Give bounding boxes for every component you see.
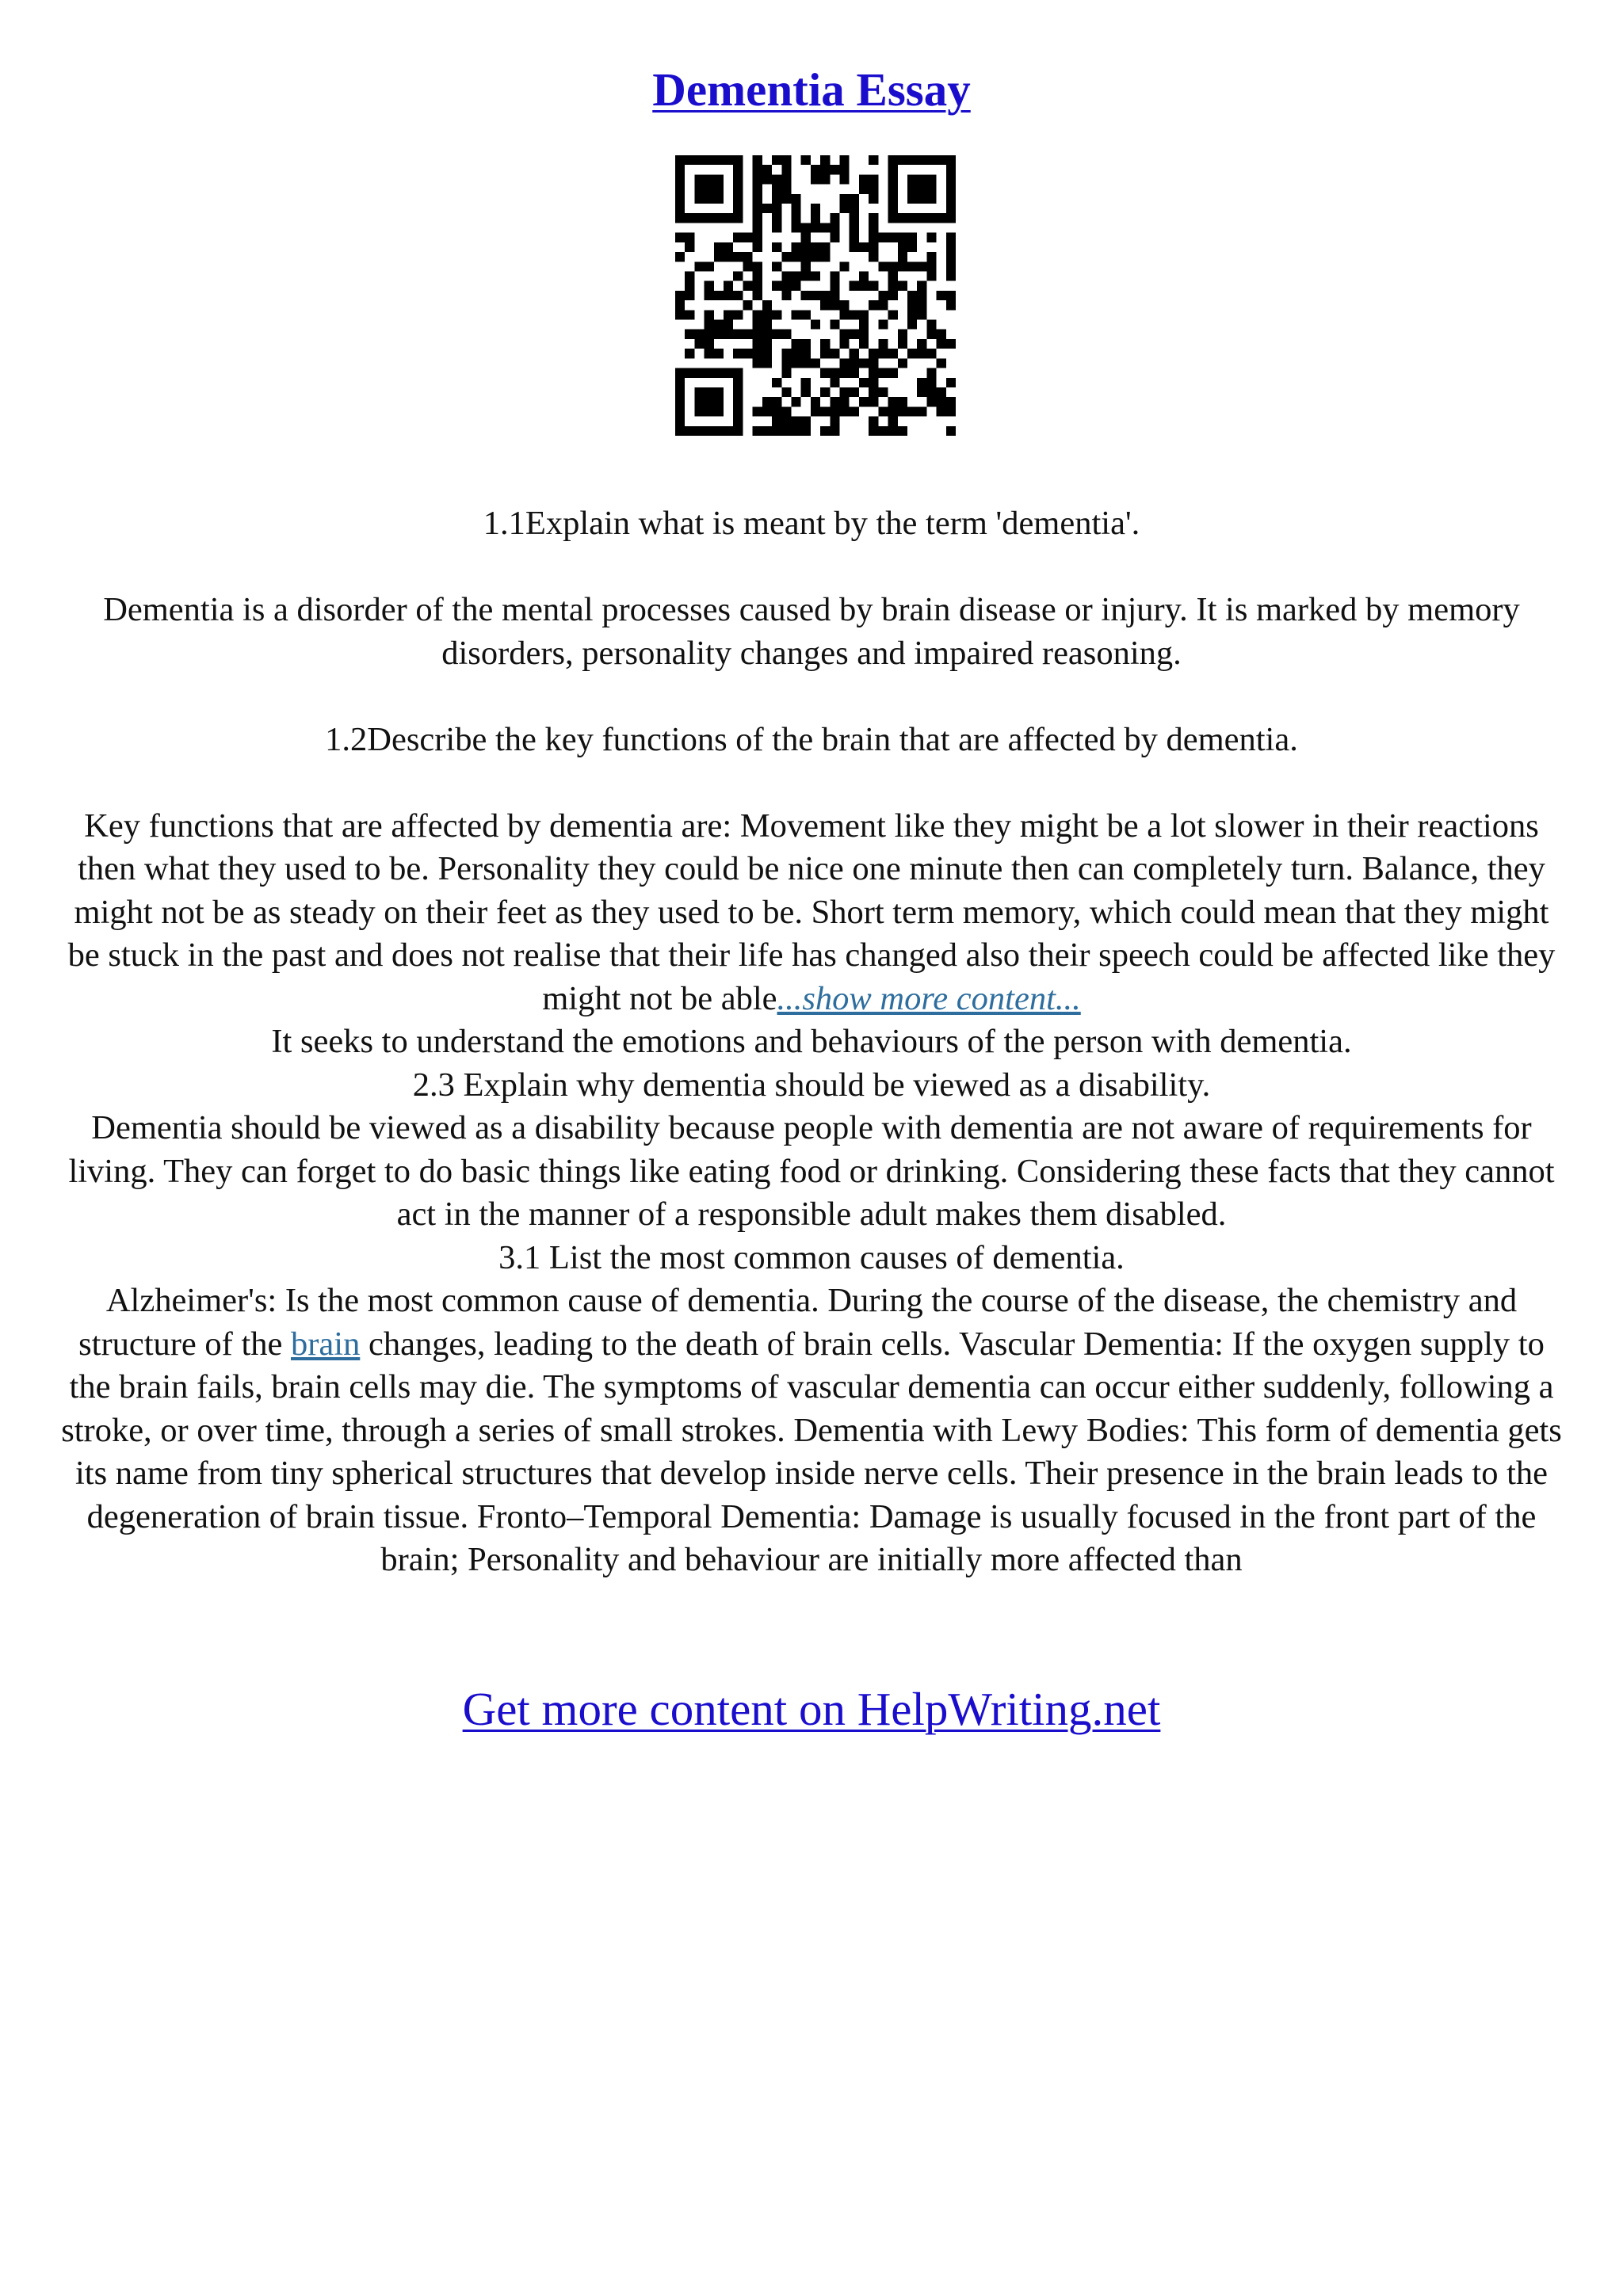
question-4-answer-part1: Alzheimer's: Is the most common cause of dementia. During the course of the disease, the chemistry and structure of the [78, 1282, 1518, 1363]
document-title [0, 62, 1623, 117]
continuation-text: It seeks to understand the emotions and behaviours of the person with dementia. [271, 1023, 1352, 1060]
footer [0, 1681, 1623, 1737]
question-1-answer: Dementia is a disorder of the mental processes caused by brain disease or injury. It is marked by memory disorders, personality changes and impaired reasoning. [103, 591, 1520, 672]
question-2-answer: Key functions that are affected by dementia are: Movement like they might be a lot slower in their reactions then what they used to be. Personality they could be nice one minute then can completely turn. Balance, they might not be as steady on their feet as they used to be. Short term memory, which could mean that they might be stuck in the past and does not realise that their life has changed also their speech could be affected like they might not be able [67, 807, 1556, 1017]
brain-link[interactable]: brain [291, 1325, 361, 1363]
question-4-answer [55, 1280, 1568, 1582]
question-1-heading: 1.1Explain what is meant by the term 'dementia'. [483, 505, 1140, 542]
question-3-answer: Dementia should be viewed as a disability because people with dementia are not aware of requirements for living. They can forget to do basic things like eating food or drinking. Considering these facts that they cannot act in the manner of a responsible adult makes them disabled. [68, 1109, 1555, 1233]
helpwriting-link[interactable]: Get more content on HelpWriting.net [462, 1683, 1161, 1735]
question-2-answer-block [55, 805, 1568, 1021]
question-2-heading: 1.2Describe the key functions of the brain that are affected by dementia. [325, 720, 1298, 758]
show-more-link[interactable]: ...show more content... [777, 979, 1081, 1017]
essay-body [55, 502, 1568, 1582]
qr-code-icon [675, 155, 956, 436]
title-link[interactable]: Dementia Essay [652, 63, 971, 116]
question-4-heading: 3.1 List the most common causes of dementia. [498, 1238, 1125, 1276]
question-3-heading: 2.3 Explain why dementia should be viewed as a disability. [412, 1066, 1211, 1104]
question-4-answer-part2: changes, leading to the death of brain cells. Vascular Dementia: If the oxygen supply to the brain fails, brain cells may die. The symptoms of vascular dementia can occur either suddenly, following a stroke, or over time, through a series of small strokes. Dementia with Lewy Bodies: This form of dementia gets its name from tiny spherical structures that develop inside nerve cells. Their presence in the brain leads to the degeneration of brain tissue. Fronto–Temporal Dementia: Damage is usually focused in the front part of the brain; Personality and behaviour are initially more affected than [61, 1325, 1562, 1578]
